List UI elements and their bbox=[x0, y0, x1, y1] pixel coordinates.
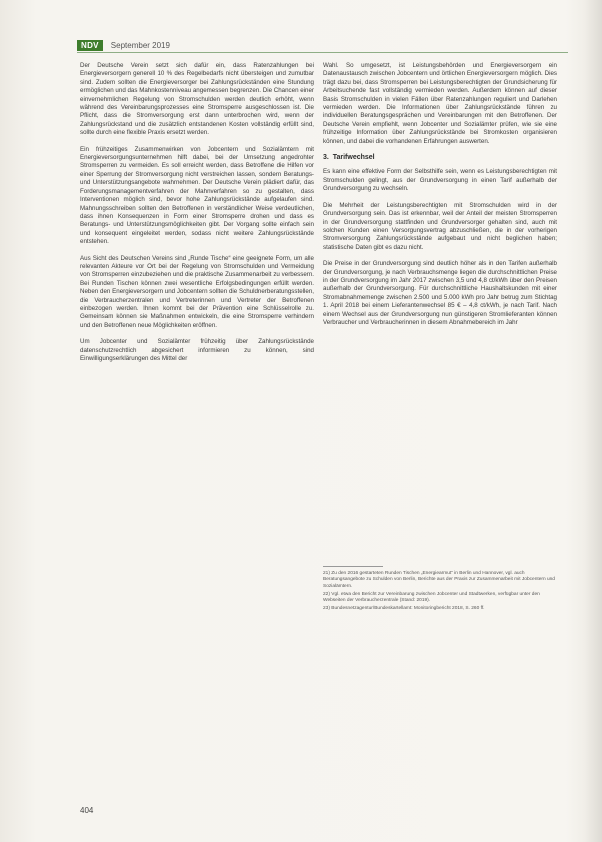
paragraph: Die Mehrheit der Leistungsberechtigten mit Stromschulden wird in der Grundversorgung sein. Das ist erkennbar, weil der Anteil der meisten Stromsperren in der Grundversorgung stattfinden und Grundversorger gehalten sind, auch mit solchen Kunden einen Versorgungsvertrag abzuschließen, die in der vorherigen Stromversorgung Zahlungsrückstände aufgebaut und nicht beglichen haben; statistische Daten gibt es dazu nicht. bbox=[323, 201, 557, 251]
footnote-rule bbox=[323, 566, 383, 567]
paragraph: Der Deutsche Verein setzt sich dafür ein, dass Ratenzahlungen bei Energieversorgern generell 10 % des Regelbedarfs nicht übersteigen und zumutbar sind. Zudem sollten die Energieversorger bei Zahlungsrückständen eine Stundung ermöglichen und das Mahnkostenniveau angemessen begrenzen. Die Chancen einer einvernehmlichen Regelung von Stromschulden werden deutlich erhöht, wenn während des Vereinbarungsprozesses eine Stromsperre ausgeschlossen ist. Die Pflicht, dass die Stromversorgung erst dann unterbrochen wird, wenn der Zahlungsrückstand und die zusätzlich entstandenen Kosten vollständig erfüllt sind, sollte durch eine flexible Praxis ersetzt werden. bbox=[80, 62, 314, 137]
running-header bbox=[77, 40, 170, 51]
paragraph: Um Jobcenter und Sozialämter frühzeitig über Zahlungsrückstände datenschutzrechtlich abgesichert informieren zu können, sind Einwilligungserklärungen des Mittel der bbox=[80, 338, 314, 362]
footnote: 22) Vgl. etwa den Bericht zur Vereinbarung zwischen Jobcenter und Stadtwerken, verfügbar unter den Webseiten der Verbraucherzentrale (Stand: 2019). bbox=[323, 591, 540, 604]
paragraph: Ein frühzeitiges Zusammenwirken von Jobcentern und Sozialämtern mit Energieversorgungsunternehmen hilft dabei, bei der Umsetzung angedrohter Stromsperren zu vermeiden. Es soll erreicht werden, dass Betroffene die Hilfen vor einer Sperrung der Stromversorgung nicht verstreichen lassen, sondern Beratungs- und Unterstützungsangebote wahrnehmen. Der Deutsche Verein plädiert dafür, das Forderungsmanagementverfahren der Mahnverfahren so zu gestalten, dass Interventionen möglich sind, bevor hohe Zahlungsrückstände aufgelaufen sind. Mahnungsschreiben sollten den Betroffenen in verständlicher Weise verdeutlichen, dass ihnen Konsequenzen in Form einer Stromsperre drohen und dass es Beratungs- und Unterstützungsmöglichkeiten gibt. Der Vorgang sollte einfach sein und konsequent eingeleitet werden, sodass nicht weitere Zahlungsrückstände entstehen. bbox=[80, 145, 314, 246]
footnote: 23) Bundesnetzagentur/Bundeskartellamt: Monitoringbericht 2018, S. 260 ff. bbox=[323, 606, 485, 612]
header-rule bbox=[77, 52, 568, 53]
page-number: 404 bbox=[80, 806, 94, 815]
paragraph: Wahl. So umgesetzt, ist Leistungsbehörden und Energieversorgern ein Datenaustausch zwischen Jobcentern und örtlichen Energieversorgern möglich. Dies trägt dazu bei, dass Stromsperren bei Leistungsberechtigten der Grundsicherung für Arbeitsuchende fast vollständig vermieden werden. Außerdem können auf dieser Basis Stromschulden in vielen Fällen über Ratenzahlungen reguliert und Darlehen vermieden werden. Die Informationen über Zahlungsrückstände führen zu individuellen Beratungsgesprächen und Vereinbarungen mit den Betroffenen. Der Deutsche Verein empfiehlt, wenn Jobcenter und Sozialämter prüfen, wie sie eine frühzeitige Information über Zahlungsrückstände bei Stromkosten organisieren können, und dabei die vorhandenen Erfahrungen auswerten. bbox=[323, 62, 557, 145]
paragraph: Die Preise in der Grundversorgung sind deutlich höher als in den Tarifen außerhalb der Grundversorgung, je nach Verbrauchsmenge liegen die durchschnittlichen Preise in der Grundversorgung im Jahr 2017 zwischen 3,5 und 4,8 ct/kWh über den Preisen außerhalb der Grundversorgung. Für durchschnittliche Haushaltskunden mit einer Stromabnahmemenge zwischen 2.500 und 5.000 kWh pro Jahr betrug zum Stichtag 1. April 2018 bei einem Lieferantenwechsel 85 € – 4,8 ct/kWh, je nach Tarif. Nach einem Wechsel aus der Grundversorgung nun günstigeren Stromlieferanten können Verbraucher und Verbraucherinnen in diesem Abnahmebereich im Jahr bbox=[323, 260, 557, 326]
left-column bbox=[80, 62, 314, 371]
right-column bbox=[323, 62, 557, 335]
journal-badge: NDV bbox=[77, 40, 103, 51]
footnotes bbox=[323, 566, 557, 615]
page-edge-shadow bbox=[584, 0, 602, 842]
section-heading: 3. Tarifwechsel bbox=[323, 154, 375, 162]
footnote: 21) Zu den 2016 gestarteten Runden Tischen „Energiearmut“ in Berlin und Hannover, vgl. auch Beratungsangebote zu Schulden von Berlin, Berichte aus der Praxis zur Zusammenarbeit mit Jobcentern und Sozialämtern. bbox=[323, 571, 555, 589]
issue-date: September 2019 bbox=[110, 41, 170, 50]
paragraph: Aus Sicht des Deutschen Vereins sind „Runde Tische“ eine geeignete Form, um alle relevanten Akteure vor Ort bei der Regelung von Stromschulden und Vermeidung von Stromsperren einzubeziehen und die praktische Zusammenarbeit zu verbessern. Bei Runden Tischen können zwei wesentliche Erfolgsbedingungen erfüllt werden. Neben den Energieversorgern und Jobcentern sollten die Schuldnerberatungsstellen, die Verbraucherzentralen und Vertreterinnen und Vertreter der Betroffenen einbezogen werden. Ihnen kommt bei der Prävention eine Schlüsselrolle zu. Gemeinsam können sie Maßnahmen entwickeln, die eine Stromsperre verhindern und den Betroffenen neue Möglichkeiten eröffnen. bbox=[80, 254, 314, 329]
paragraph: Es kann eine effektive Form der Selbsthilfe sein, wenn es Leistungsberechtigten mit Stromschulden gelingt, aus der Grundversorgung in einen Tarif außerhalb der Grundversorgung zu wechseln. bbox=[323, 168, 557, 193]
